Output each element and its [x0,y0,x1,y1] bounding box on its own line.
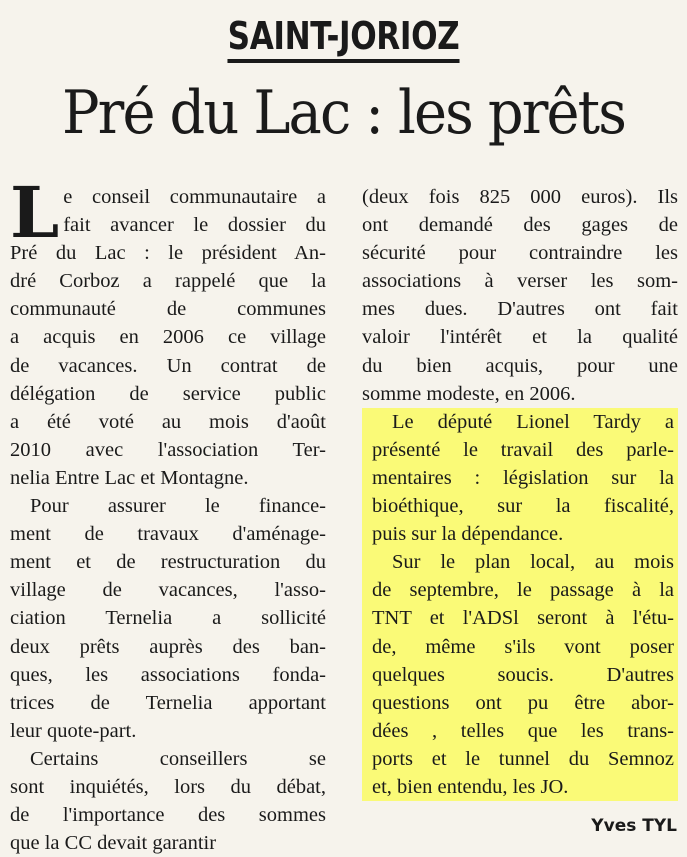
text-line: délégation de service public [10,382,326,405]
text-line: sécurité pour contraindre les [362,242,678,265]
text-line: ports et le tunnel du Semnoz [372,747,674,770]
text-line: de septembre, le passage à la [372,579,674,602]
text-line: de, même s'ils vont poser [372,635,674,658]
paragraph-1 [10,171,326,492]
text-line: questions ont pu être abor- [372,691,674,714]
text-line: Pour assurer le finance- [30,495,326,518]
right-column [362,183,678,801]
drop-cap: L [10,171,60,254]
text-line: a acquis en 2006 ce village [10,326,326,349]
text-line: ont demandé des gages de [362,214,678,237]
text-line: somme modeste, en 2006. [362,382,576,405]
text-line: village de vacances, l'asso- [10,579,326,602]
text-line: associations à verser les som- [362,270,678,293]
text-line: e conseil communautaire a [63,186,326,208]
author-byline: Yves TYL [591,816,677,836]
text-line: puis sur la dépendance. [372,523,564,546]
text-line: Le député Lionel Tardy a [392,410,674,433]
text-line: et, bien entendu, les JO. [372,775,569,798]
text-line: Certains conseillers se [30,747,326,770]
text-line: (deux fois 825 000 euros). Ils [362,186,678,208]
text-line: dées , telles que les trans- [372,719,674,742]
text-line: fait avancer le dossier du [63,214,326,237]
text-line: mes dues. D'autres ont fait [362,298,678,321]
text-line: TNT et l'ADSl seront à l'étu- [372,607,674,630]
text-line: ment de travaux d'aménage- [10,523,326,546]
text-line: quelques soucis. D'autres [372,663,674,686]
highlighted-paragraph-6 [362,548,678,801]
text-line: dré Corboz a rappelé que la [10,270,326,293]
kicker-text: SAINT-JORIOZ [228,14,460,63]
text-line: ques, les associations fonda- [10,663,326,686]
highlighted-paragraph-5 [362,408,678,548]
article-headline: Pré du Lac : les prêts [61,78,626,148]
text-line: de l'importance des sommes [10,804,326,827]
paragraph-2 [10,492,326,745]
text-line: nelia Entre Lac et Montagne. [10,466,249,489]
text-line: leur quote-part. [10,719,137,742]
left-column [10,171,326,857]
text-line: sont inquiétés, lors du débat, [10,775,326,798]
text-line: deux prêts auprès des ban- [10,635,326,658]
text-line: bioéthique, sur la fiscalité, [372,495,674,518]
text-line: communauté de communes [10,298,326,321]
text-line: trices de Ternelia apportant [10,691,326,714]
paragraph-4 [362,183,678,408]
text-line: Pré du Lac : le président An- [10,242,326,265]
text-line: de vacances. Un contrat de [10,354,326,377]
text-line: Sur le plan local, au mois [392,551,674,574]
text-line: du bien acquis, pour une [362,354,678,377]
text-line: ciation Ternelia a sollicité [10,607,326,630]
section-kicker [62,14,625,58]
paragraph-3 [10,745,326,857]
text-line: ment et de restructuration du [10,551,326,574]
text-line: que la CC devait garantir [10,832,217,855]
text-line: 2010 avec l'association Ter- [10,438,326,461]
text-line: mentaires : législation sur la [372,466,674,489]
text-line: valoir l'intérêt et la qualité [362,326,678,349]
text-line: a été voté au mois d'août [10,410,326,433]
text-line: présenté le travail des parle- [372,438,674,461]
